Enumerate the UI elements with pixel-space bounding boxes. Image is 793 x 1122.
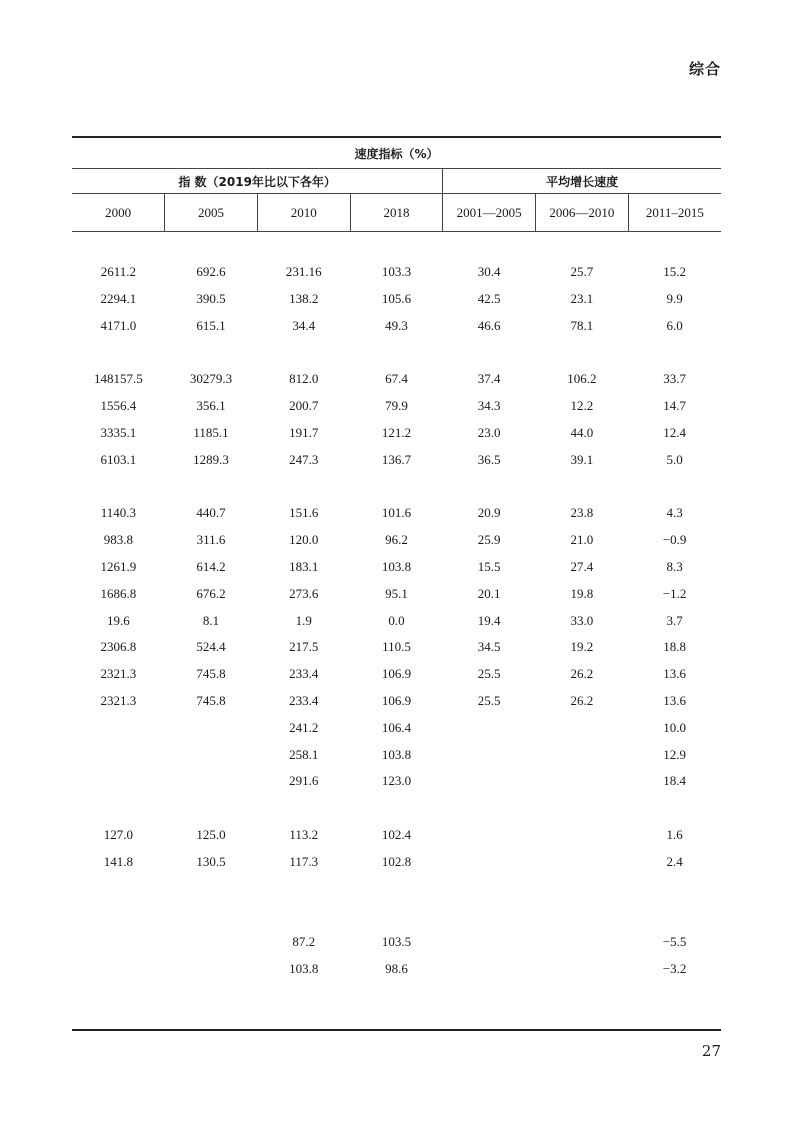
table-row bbox=[72, 527, 721, 554]
table-cell bbox=[165, 232, 258, 259]
column-header: 2000 bbox=[72, 194, 165, 232]
table-cell: 2321.3 bbox=[100, 692, 137, 708]
table-cell bbox=[165, 929, 258, 956]
table-cell bbox=[443, 956, 536, 983]
table-cell: 1261.9 bbox=[100, 558, 137, 574]
table-cell bbox=[257, 902, 350, 929]
table-cell bbox=[536, 902, 629, 929]
table-cell bbox=[165, 714, 258, 741]
table-cell: 20.9 bbox=[477, 505, 501, 521]
table-cell: 390.5 bbox=[196, 290, 226, 306]
table-cell: 34.3 bbox=[477, 398, 501, 414]
table-cell: 141.8 bbox=[103, 853, 133, 869]
table-cell: 49.3 bbox=[385, 317, 408, 333]
table-cell: 30279.3 bbox=[189, 371, 233, 387]
table-cell: 25.9 bbox=[477, 532, 501, 548]
table-cell bbox=[72, 473, 165, 500]
table-cell: 103.5 bbox=[381, 934, 412, 950]
table-cell: −5.5 bbox=[662, 934, 687, 950]
table-cell bbox=[165, 768, 258, 795]
table-cell: 247.3 bbox=[289, 451, 319, 467]
table-row bbox=[72, 607, 721, 634]
table-cell: 19.6 bbox=[106, 612, 130, 628]
table-cell bbox=[628, 902, 721, 929]
table-cell: 3335.1 bbox=[100, 424, 137, 440]
table-cell: 44.0 bbox=[570, 424, 594, 440]
table-cell: 30.4 bbox=[477, 264, 501, 280]
table-cell: 1140.3 bbox=[100, 505, 136, 521]
table-cell: 291.6 bbox=[289, 773, 319, 789]
table-row bbox=[72, 473, 721, 500]
table-row bbox=[72, 446, 721, 473]
table-cell: 113.2 bbox=[289, 826, 319, 842]
table-cell: 1686.8 bbox=[100, 585, 137, 601]
table-cell: −3.2 bbox=[662, 960, 687, 976]
table-cell: 67.4 bbox=[385, 371, 408, 387]
table-cell: 440.7 bbox=[196, 505, 226, 521]
table-cell: 4.3 bbox=[666, 505, 683, 521]
table-cell bbox=[165, 902, 258, 929]
table-cell: 812.0 bbox=[289, 371, 319, 387]
table-cell bbox=[72, 339, 165, 366]
growth-group-header: 平均增长速度 bbox=[443, 169, 721, 194]
table-cell bbox=[165, 339, 258, 366]
table-cell: 34.5 bbox=[477, 639, 501, 655]
table-cell: 9.9 bbox=[666, 290, 683, 306]
table-cell bbox=[350, 795, 443, 822]
table-cell bbox=[443, 902, 536, 929]
table-cell bbox=[443, 848, 536, 875]
table-cell bbox=[350, 232, 443, 259]
table-cell: 23.0 bbox=[477, 424, 501, 440]
table-row bbox=[72, 393, 721, 420]
table-cell: 13.6 bbox=[663, 666, 686, 682]
table-row bbox=[72, 232, 721, 259]
table-cell bbox=[536, 822, 629, 849]
table-row bbox=[72, 902, 721, 929]
table-cell bbox=[536, 848, 629, 875]
table-cell: 106.2 bbox=[567, 371, 597, 387]
table-cell: 231.16 bbox=[285, 264, 322, 280]
table-cell bbox=[443, 822, 536, 849]
table-cell bbox=[628, 795, 721, 822]
table-cell bbox=[165, 473, 258, 500]
table-cell bbox=[628, 473, 721, 500]
table-cell: 0.0 bbox=[388, 612, 405, 628]
table-cell: 98.6 bbox=[385, 960, 408, 976]
column-header: 2006—2010 bbox=[536, 194, 629, 232]
table-cell: 136.7 bbox=[381, 451, 412, 467]
table-cell: 12.9 bbox=[663, 746, 686, 762]
table-row bbox=[72, 554, 721, 581]
table-cell: 106.4 bbox=[381, 719, 412, 735]
table-row bbox=[72, 956, 721, 983]
table-cell bbox=[72, 875, 165, 902]
table-cell: 13.6 bbox=[663, 692, 686, 708]
table-cell: 745.8 bbox=[196, 666, 226, 682]
table-row bbox=[72, 688, 721, 715]
table-cell: 42.5 bbox=[477, 290, 501, 306]
table-cell: 1289.3 bbox=[193, 451, 229, 467]
table-cell: 200.7 bbox=[289, 398, 319, 414]
table-cell bbox=[536, 956, 629, 983]
table-cell: 615.1 bbox=[196, 317, 226, 333]
table-cell bbox=[443, 875, 536, 902]
table-row bbox=[72, 286, 721, 313]
table-cell bbox=[443, 339, 536, 366]
table-cell: 25.5 bbox=[477, 666, 501, 682]
table-cell bbox=[536, 339, 629, 366]
table-cell: 79.9 bbox=[385, 398, 408, 414]
table-row bbox=[72, 929, 721, 956]
table-cell: 4171.0 bbox=[100, 317, 137, 333]
column-header: 2001—2005 bbox=[443, 194, 536, 232]
table-cell: 87.2 bbox=[292, 934, 316, 950]
table-title: 速度指标（%） bbox=[72, 138, 721, 169]
table-cell: 258.1 bbox=[289, 746, 319, 762]
table-cell: 120.0 bbox=[289, 532, 319, 548]
table-cell: 26.2 bbox=[570, 692, 594, 708]
table-cell bbox=[350, 339, 443, 366]
table-cell bbox=[350, 902, 443, 929]
table-cell: 217.5 bbox=[289, 639, 319, 655]
table-cell: 117.3 bbox=[289, 853, 319, 869]
table-cell: 273.6 bbox=[289, 585, 319, 601]
section-tag: 综合 bbox=[688, 60, 721, 78]
table-cell: 12.4 bbox=[663, 424, 686, 440]
table-cell: 33.7 bbox=[663, 371, 686, 387]
table-cell: 102.4 bbox=[381, 826, 412, 842]
table-cell: 614.2 bbox=[196, 558, 226, 574]
table-cell bbox=[443, 714, 536, 741]
table-cell: 6.0 bbox=[666, 317, 683, 333]
table-cell: 6103.1 bbox=[100, 451, 137, 467]
table-cell: 106.9 bbox=[381, 666, 412, 682]
table-cell bbox=[536, 795, 629, 822]
table-cell bbox=[72, 714, 165, 741]
table-cell bbox=[257, 339, 350, 366]
table-row bbox=[72, 634, 721, 661]
table-cell bbox=[165, 795, 258, 822]
table-cell: 5.0 bbox=[666, 451, 683, 467]
table-cell bbox=[443, 929, 536, 956]
table-cell bbox=[536, 768, 629, 795]
column-header: 2018 bbox=[350, 194, 443, 232]
table-cell: 105.6 bbox=[381, 290, 412, 306]
table-cell bbox=[257, 795, 350, 822]
table-cell: 26.2 bbox=[570, 666, 594, 682]
table-cell: 106.9 bbox=[381, 692, 412, 708]
table-row bbox=[72, 312, 721, 339]
table-cell: 19.2 bbox=[570, 639, 594, 655]
table-cell: −0.9 bbox=[662, 532, 687, 548]
table-cell bbox=[72, 956, 165, 983]
table-cell bbox=[628, 875, 721, 902]
table-cell: 10.0 bbox=[663, 719, 686, 735]
table-row bbox=[72, 795, 721, 822]
table-cell bbox=[72, 232, 165, 259]
table-cell bbox=[165, 741, 258, 768]
table-cell bbox=[72, 902, 165, 929]
bottom-rule bbox=[72, 1029, 721, 1031]
table-cell: 151.6 bbox=[289, 505, 319, 521]
table-cell: 25.7 bbox=[570, 264, 594, 280]
table-cell: 103.3 bbox=[381, 264, 412, 280]
table-cell: 96.2 bbox=[385, 532, 408, 548]
table-cell bbox=[257, 473, 350, 500]
table-cell bbox=[536, 929, 629, 956]
table-row bbox=[72, 875, 721, 902]
table-cell: 183.1 bbox=[289, 558, 319, 574]
table-cell: 233.4 bbox=[289, 666, 319, 682]
table-cell: 95.1 bbox=[385, 585, 408, 601]
table-row bbox=[72, 500, 721, 527]
column-header: 2010 bbox=[257, 194, 350, 232]
table-cell: 39.1 bbox=[570, 451, 594, 467]
table-cell: 34.4 bbox=[292, 317, 316, 333]
table-cell: 676.2 bbox=[196, 585, 226, 601]
table-cell: 138.2 bbox=[289, 290, 319, 306]
table-cell: 8.1 bbox=[202, 612, 220, 628]
table-cell: 2611.2 bbox=[100, 264, 136, 280]
table-cell: 191.7 bbox=[289, 424, 319, 440]
table-cell bbox=[165, 875, 258, 902]
table-row bbox=[72, 580, 721, 607]
table-cell: 18.8 bbox=[663, 639, 686, 655]
table-cell: 110.5 bbox=[382, 639, 411, 655]
table-cell bbox=[257, 875, 350, 902]
table-cell bbox=[443, 741, 536, 768]
table-cell: 103.8 bbox=[381, 746, 412, 762]
table-cell bbox=[443, 795, 536, 822]
table-cell: 78.1 bbox=[570, 317, 594, 333]
table-row bbox=[72, 741, 721, 768]
table-cell: 23.8 bbox=[570, 505, 594, 521]
table-cell: 524.4 bbox=[196, 639, 226, 655]
table-cell: 15.2 bbox=[663, 264, 686, 280]
table-cell: 1556.4 bbox=[100, 398, 137, 414]
table-cell: 14.7 bbox=[663, 398, 686, 414]
table-cell bbox=[350, 473, 443, 500]
index-group-header: 指 数（2019年比以下各年） bbox=[72, 169, 443, 194]
table-cell: 8.3 bbox=[666, 558, 683, 574]
table-row bbox=[72, 259, 721, 286]
table-cell: 356.1 bbox=[196, 398, 226, 414]
table-row bbox=[72, 822, 721, 849]
table-cell bbox=[628, 232, 721, 259]
table-cell: 20.1 bbox=[477, 585, 501, 601]
table-cell: 25.5 bbox=[477, 692, 501, 708]
table-cell bbox=[536, 473, 629, 500]
speed-indicator-table bbox=[72, 138, 721, 982]
table-cell: 23.1 bbox=[570, 290, 594, 306]
table-cell: 102.8 bbox=[381, 853, 412, 869]
table-cell: 745.8 bbox=[196, 692, 226, 708]
table-cell: 2306.8 bbox=[100, 639, 137, 655]
table-cell: 1185.1 bbox=[193, 424, 229, 440]
table-cell: 19.4 bbox=[477, 612, 501, 628]
table-row bbox=[72, 661, 721, 688]
table-cell: 18.4 bbox=[663, 773, 686, 789]
table-cell bbox=[72, 795, 165, 822]
table-cell bbox=[72, 741, 165, 768]
table-cell: 3.7 bbox=[666, 612, 683, 628]
table-cell: 311.6 bbox=[196, 532, 226, 548]
table-cell bbox=[536, 741, 629, 768]
table-row bbox=[72, 420, 721, 447]
table-cell bbox=[350, 875, 443, 902]
table-row bbox=[72, 366, 721, 393]
page-number: 27 bbox=[701, 1042, 721, 1060]
table-cell bbox=[257, 232, 350, 259]
table-cell: 101.6 bbox=[381, 505, 412, 521]
table-cell: 15.5 bbox=[477, 558, 501, 574]
table-cell: 103.8 bbox=[381, 558, 412, 574]
table-cell: 125.0 bbox=[196, 826, 226, 842]
column-header: 2011–2015 bbox=[628, 194, 721, 232]
table-cell: 241.2 bbox=[289, 719, 319, 735]
table-cell: 21.0 bbox=[570, 532, 594, 548]
table-cell bbox=[536, 232, 629, 259]
table-cell: 19.8 bbox=[570, 585, 594, 601]
table-cell bbox=[628, 339, 721, 366]
table-cell: 2.4 bbox=[666, 853, 683, 869]
table-cell bbox=[72, 768, 165, 795]
table-cell: 127.0 bbox=[103, 826, 133, 842]
table-cell: 2321.3 bbox=[100, 666, 137, 682]
table-row bbox=[72, 714, 721, 741]
table-cell: 103.8 bbox=[289, 960, 319, 976]
table-cell: 1.6 bbox=[666, 826, 683, 842]
table-cell bbox=[443, 232, 536, 259]
table-cell: 37.4 bbox=[477, 371, 501, 387]
table-cell: 148157.5 bbox=[93, 371, 143, 387]
table-cell: 1.9 bbox=[295, 612, 312, 628]
table-cell: 36.5 bbox=[477, 451, 501, 467]
table-row bbox=[72, 768, 721, 795]
table-cell: 233.4 bbox=[289, 692, 319, 708]
table-cell: 983.8 bbox=[103, 532, 133, 548]
table-cell: 33.0 bbox=[570, 612, 594, 628]
table-row bbox=[72, 848, 721, 875]
table-cell bbox=[165, 956, 258, 983]
table-cell bbox=[536, 714, 629, 741]
table-cell: 27.4 bbox=[570, 558, 594, 574]
table-cell: 123.0 bbox=[381, 773, 412, 789]
table-cell bbox=[536, 875, 629, 902]
table-cell: 12.2 bbox=[570, 398, 594, 414]
table-cell bbox=[443, 768, 536, 795]
table-cell: 46.6 bbox=[477, 317, 501, 333]
table-cell: 130.5 bbox=[196, 853, 226, 869]
table-cell: −1.2 bbox=[662, 585, 687, 601]
table-cell: 692.6 bbox=[196, 264, 226, 280]
table-cell: 2294.1 bbox=[100, 290, 137, 306]
table-cell bbox=[72, 929, 165, 956]
table-cell bbox=[443, 473, 536, 500]
table-row bbox=[72, 339, 721, 366]
column-header: 2005 bbox=[165, 194, 258, 232]
table-cell: 121.2 bbox=[381, 424, 412, 440]
